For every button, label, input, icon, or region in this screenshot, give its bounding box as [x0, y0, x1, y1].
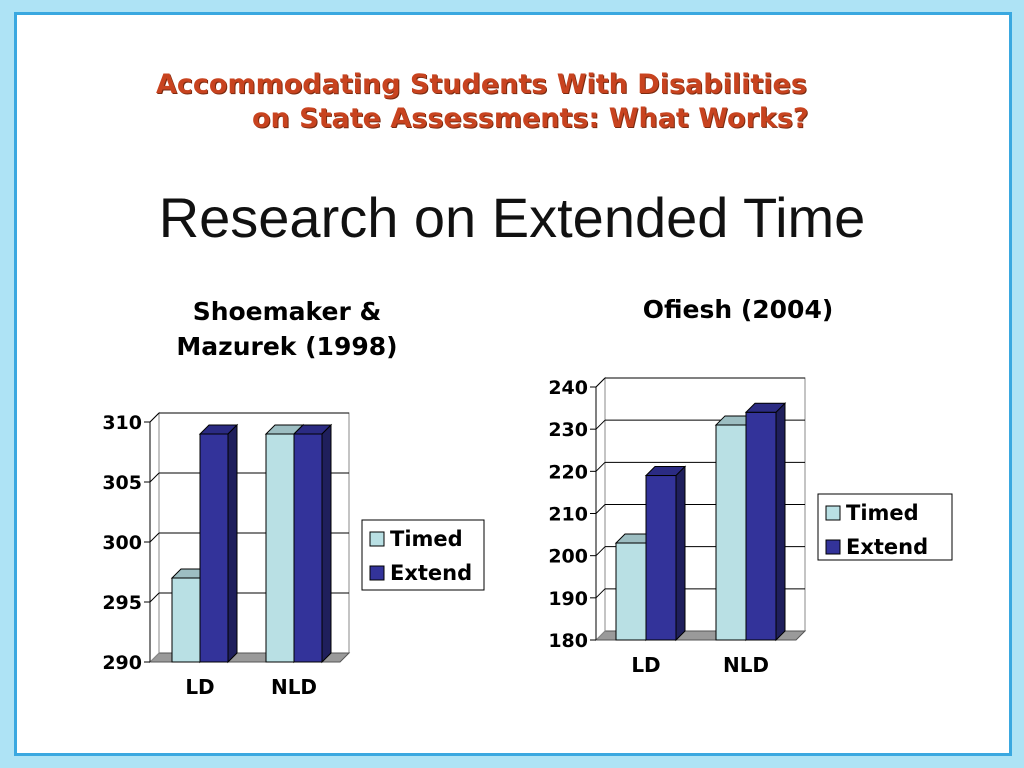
chart-1-y-tick-label: 295	[102, 592, 142, 614]
chart-1-x-tick-label: NLD	[270, 675, 318, 699]
chart-1-legend-label-timed: Timed	[390, 527, 463, 551]
chart-2-legend-label-extend: Extend	[846, 535, 929, 559]
slide-title: Research on Extended Time	[158, 186, 866, 249]
chart-2-y-tick-label: 240	[548, 377, 588, 399]
chart-1-y-tick-label: 305	[102, 472, 142, 494]
chart-1-title-line-1: Shoemaker &	[192, 297, 382, 326]
chart-1-bar-extend-nld	[294, 425, 331, 662]
chart-2-y-tick-label: 180	[548, 630, 588, 652]
chart-2-y-tick-label: 200	[548, 545, 588, 568]
chart-1-legend-swatch-extend	[370, 566, 384, 580]
banner-line-2: on State Assessments: What Works?	[252, 103, 809, 134]
chart-2-x-tick-label: NLD	[722, 653, 770, 677]
chart-1-bar-extend-ld	[200, 425, 237, 662]
chart-1-x-tick-label: LD	[185, 675, 215, 699]
chart-2-legend-swatch-timed	[826, 506, 840, 520]
chart-2-y-tick-label: 190	[548, 587, 588, 610]
chart-2-y-tick-label: 220	[548, 461, 588, 484]
chart-2-y-tick-label: 230	[548, 419, 588, 442]
chart-1-legend-swatch-timed	[370, 532, 384, 546]
chart-1-title-line-2: Mazurek (1998)	[176, 332, 398, 361]
chart-2-legend-swatch-extend	[826, 540, 840, 554]
banner-line-1: Accommodating Students With Disabilities	[156, 69, 807, 100]
chart-2-title-line-1: Ofiesh (2004)	[642, 295, 834, 324]
chart-2-bar-extend-nld	[746, 403, 785, 640]
chart-2-legend-label-timed: Timed	[846, 501, 919, 525]
chart-2-y-tick-label: 210	[548, 503, 588, 526]
chart-2-x-tick-label: LD	[631, 653, 661, 677]
chart-2-bar-extend-ld	[646, 467, 685, 640]
chart-1-legend-label-extend: Extend	[390, 561, 473, 585]
chart-1-y-tick-label: 310	[102, 412, 142, 434]
chart-1-y-tick-label: 290	[102, 652, 142, 674]
chart-1-y-tick-label: 300	[102, 532, 142, 554]
